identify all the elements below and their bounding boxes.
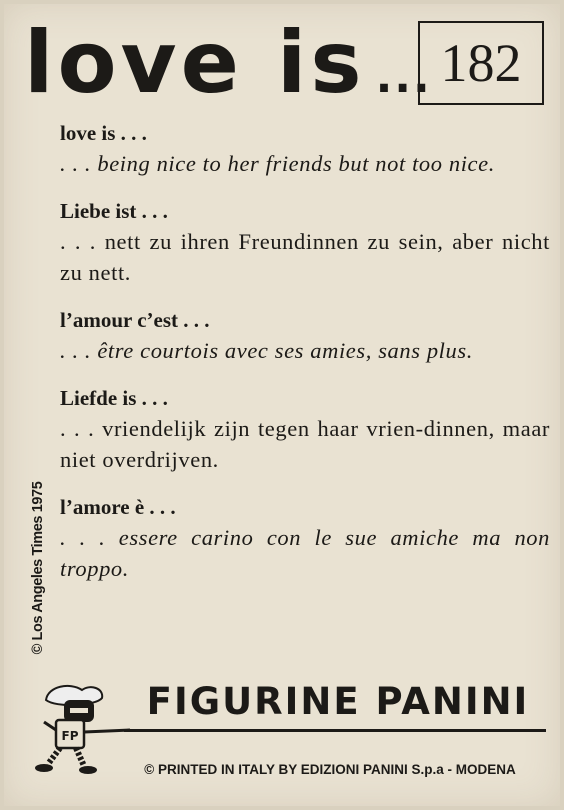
entry-dutch xyxy=(60,383,550,475)
copyright-vertical xyxy=(18,468,58,668)
brand-title-text: love is xyxy=(24,13,366,113)
entry-text: . . . nett zu ihren Freundinnen zu sein, aber nicht zu nett. xyxy=(60,229,550,285)
card-number: 182 xyxy=(440,33,522,93)
entry-text: . . . vriendelijk zijn tegen haar vrien-dinnen, maar niet overdrijven. xyxy=(60,416,550,472)
entry-lead: l’amour c’est . . . xyxy=(60,308,210,332)
translations-list xyxy=(60,118,550,601)
entry-lead: l’amore è . . . xyxy=(60,495,176,519)
print-footer: © PRINTED IN ITALY BY EDIZIONI PANINI S.p.a - MODENA xyxy=(144,762,516,777)
logo-letters: FP xyxy=(61,729,79,743)
entry-german xyxy=(60,196,550,288)
card-number-box xyxy=(418,21,544,105)
divider-line xyxy=(124,729,546,732)
entry-italian xyxy=(60,492,550,584)
entry-lead: Liebe ist . . . xyxy=(60,199,168,223)
entry-english xyxy=(60,118,550,179)
entry-text: . . . être courtois avec ses amies, sans plus. xyxy=(60,338,473,363)
entry-text: . . . essere carino con le sue amiche ma non troppo. xyxy=(60,525,550,581)
copyright-text: © Los Angeles Times 1975 xyxy=(30,481,46,655)
entry-text: . . . being nice to her friends but not too nice. xyxy=(60,151,495,176)
brand-ellipsis: ... xyxy=(375,52,432,103)
brand-title xyxy=(24,4,432,122)
entry-lead: love is . . . xyxy=(60,121,147,145)
entry-lead: Liefde is . . . xyxy=(60,386,168,410)
entry-french xyxy=(60,305,550,366)
publisher-name: FIGURINE PANINI xyxy=(146,680,530,723)
